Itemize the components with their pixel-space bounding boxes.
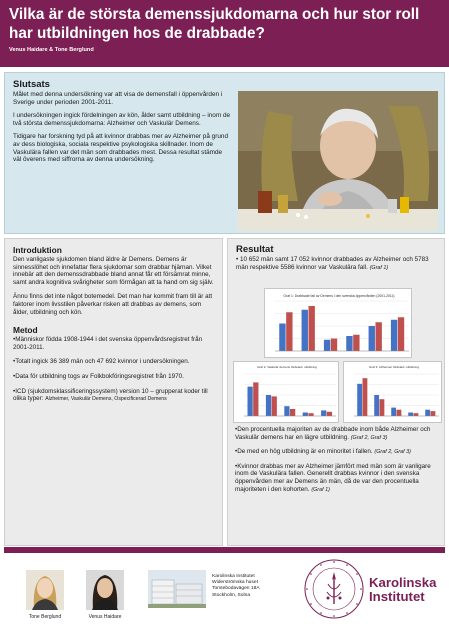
chart-bar: [391, 320, 397, 351]
chart-bar: [302, 310, 308, 351]
graph-3-title: Graf 3: Alzheimer fördelad i utbildning: [368, 365, 420, 369]
chart-bar: [353, 335, 359, 351]
chart-bar: [324, 340, 330, 351]
address-line: Stockholm, Solna: [212, 592, 251, 598]
chart-bar: [380, 399, 385, 416]
karolinska-logotype: [369, 576, 436, 604]
result-bullet-text: •Den procentuella majoriten av de drabbade inom både Alzheimer och Vaskulär demens har en lägre utbildning.: [235, 426, 431, 441]
poster-title: Vilka är de största demenssjukdomarna och hur stor roll har utbildningen hos de drabbade?: [9, 6, 420, 42]
results-bullets: [235, 426, 441, 500]
slutsats-heading: Slutsats: [13, 79, 50, 90]
result-bullet-ref: (Graf 2, Graf 3): [374, 449, 411, 456]
karolinska-logotype-line: Institutet: [369, 589, 425, 604]
slutsats-paragraph: Målet med denna undersökning var att visa de demensfall i öppenvården i Sverige under perioden 2001-2011.: [13, 91, 223, 106]
slutsats-section: [4, 72, 445, 234]
tone-berglund-caption: Tone Berglund: [28, 614, 62, 620]
chart-bar: [308, 413, 313, 416]
address-line: Karolinska Institutet: [212, 574, 255, 579]
result-bullet-text: • 10 652 män samt 17 052 kvinnor drabbades av Alzheimer och 5783 män respektive 5586 kvinnor var Vaskulära fall.: [236, 256, 429, 271]
graph-2: [233, 361, 339, 423]
result-bullet: [235, 448, 441, 457]
graph-1: [264, 288, 412, 358]
chart-bar: [357, 384, 362, 416]
chart-bar: [397, 410, 402, 416]
method-item: •Totalt ingick 36 389 män och 47 692 kvinnor i undersökningen.: [13, 358, 190, 366]
chart-bar: [391, 408, 396, 416]
venus-haidare-photo: [86, 570, 124, 610]
chart-bar: [272, 396, 277, 416]
slutsats-paragraph: Tidigare har forskning tyd på att kvinnor drabbas mer av Alzheimer på grund av dess biologiska, sociala respektive psykologiska skillnader. Inom de Vaskulära fallen var det män som drabbades mest. Dessa resultat stämde väl överens med siffrorna av denna undersökning.: [13, 133, 229, 164]
chart-bar: [331, 339, 337, 352]
method-icd-item: [13, 388, 214, 404]
chart-bar: [376, 322, 382, 351]
result-bullet-text: •De med en hög utbildning är en minoritet i fallen.: [235, 448, 373, 456]
result-bullet-ref: (Graf 2, Graf 3): [350, 434, 388, 441]
chart-bar: [327, 412, 332, 416]
tone-berglund-photo: [26, 570, 64, 610]
result-bullet: [236, 256, 436, 272]
graph-2-title: Graf 2: Vaskulär demens fördelad i utbildning: [257, 365, 317, 369]
chart-bar: [253, 382, 258, 416]
chart-bar: [266, 395, 271, 416]
chart-bar: [408, 413, 413, 417]
graph-1-title: Graf 1: Drabbade fall av Demens i den svenska öppenvården (2001-2011): [283, 294, 395, 298]
result-bullet-ref: (Graf 1): [369, 264, 389, 271]
chart-bar: [247, 387, 252, 416]
elderly-woman-photo: [238, 91, 438, 231]
chart-bar: [290, 409, 295, 416]
venus-haidare-caption: Venus Haidare: [88, 614, 122, 620]
address-line: Tomtebodavägen 18A: [212, 586, 260, 592]
chart-bar: [363, 378, 368, 416]
result-bullet: [235, 426, 441, 442]
method-icd-codes: Alzheimer, Vaskulär Demens, Ospecificerad Demens: [45, 396, 167, 403]
widerstromska-building-photo: [148, 570, 206, 608]
method-icd-text: •ICD (sjukdomsklassificeringssystem) version 10 – grupperat koder till olika typer:: [13, 387, 208, 403]
chart-bar: [425, 410, 430, 416]
method-heading: Metod: [13, 325, 38, 336]
chart-bar: [286, 312, 292, 351]
chart-bar: [374, 395, 379, 416]
address-block: [212, 574, 292, 599]
karolinska-seal-logo: [303, 558, 365, 620]
graph-3: [343, 361, 442, 423]
slutsats-paragraph: I undersökningen ingick fördelningen av kön, ålder samt utbildning – inom de två största demenssjukdomarna: Alzheimer och Vaskulär Demens.: [13, 112, 231, 127]
poster-header: [0, 0, 449, 67]
address-line: Widerströmska huset: [212, 580, 258, 586]
intro-heading: Introduktion: [13, 245, 62, 255]
chart-bar: [284, 406, 289, 416]
chart-bar: [303, 413, 308, 417]
intro-paragraph: Ännu finns det inte något botemedel. Det man har kommit fram till är att faktorer inom livsstilen påverkar risken att drabbas av demens, som ålder, utbildning och kön.: [13, 293, 213, 316]
chart-bar: [369, 326, 375, 351]
chart-bar: [279, 324, 285, 352]
footer-divider: [4, 547, 445, 553]
chart-bar: [321, 410, 326, 416]
method-item: •Människor födda 1908-1944 i det svenska öppenvårdsregistret från 2001-2011.: [13, 336, 203, 351]
result-bullet: [235, 463, 441, 494]
chart-bar: [309, 306, 315, 351]
method-item: •Data för utbildning togs av Folkbokföringsregistret från 1970.: [13, 372, 184, 380]
result-bullet-text: •Kvinnor drabbas mer av Alzheimer jämfört med män som är vanligare inom de Vaskulära fallen. Generellt drabbas kvinnor i den svenska öppenvården mer av Demens än män, då de var den procentuella majoriteten i den kohorten.: [235, 462, 431, 493]
graph-1-svg: [265, 289, 413, 359]
results-heading: Resultat: [236, 244, 274, 255]
graph-2-svg: [234, 362, 340, 424]
introduction-method-column: [4, 238, 223, 546]
chart-bar: [398, 317, 404, 351]
chart-bar: [414, 413, 419, 416]
karolinska-logotype-line: Karolinska: [369, 575, 437, 590]
poster-authors: Venus Haidare & Tone Berglund: [9, 47, 94, 53]
graph-3-svg: [344, 362, 443, 424]
result-bullet-ref: (Graf 1): [311, 486, 330, 493]
intro-paragraph: Den vanligaste sjukdomen bland äldre är Demens. Demens är sinnesslöhet och innefattar flera sjukdomar som drabbar hjärnan. Vilket innebär att den demenssdrabbade bland annat får ett försämrat minne, samt andra kognitiva svårigheter som förmågan att ta hand om sig själv.: [13, 256, 214, 286]
chart-bar: [346, 336, 352, 351]
chart-bar: [431, 411, 436, 416]
